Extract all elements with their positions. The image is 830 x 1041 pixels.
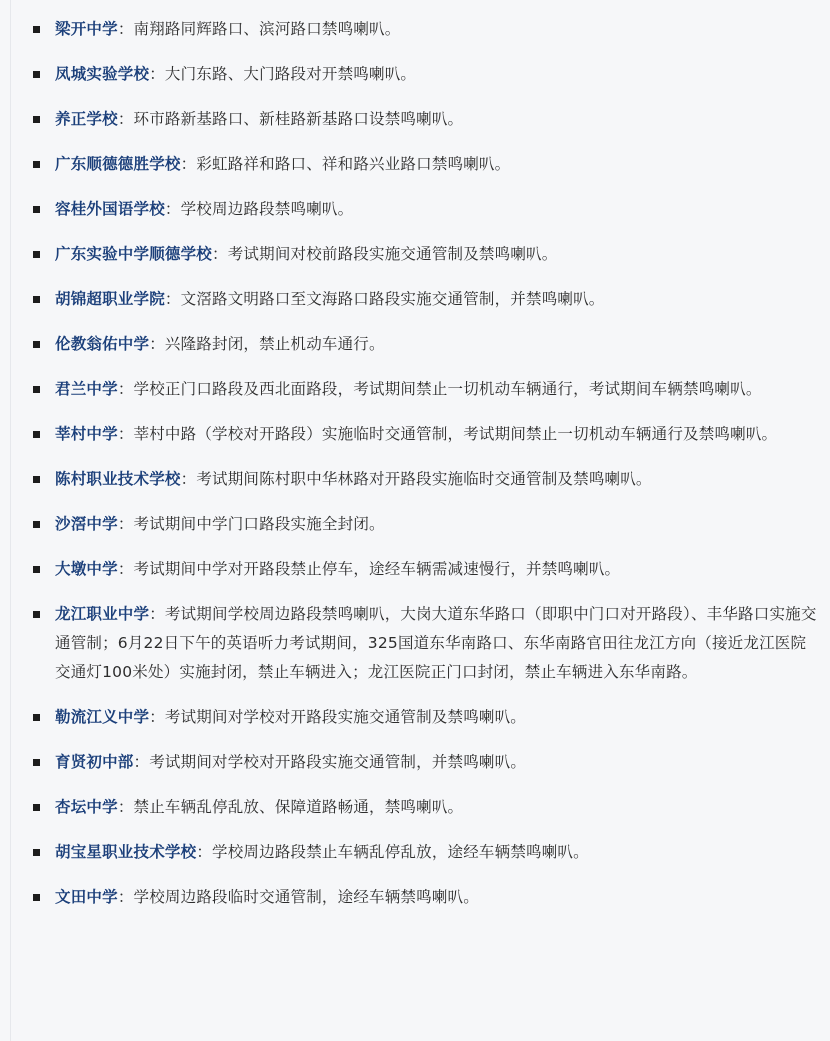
list-item	[22, 600, 820, 687]
traffic-measure-text: 学校周边路段禁鸣喇叭。	[180, 200, 354, 218]
list-item	[22, 60, 820, 89]
school-traffic-list	[22, 15, 820, 912]
school-name: 龙江职业中学	[55, 605, 150, 623]
list-item	[22, 375, 820, 404]
traffic-measure-text: 考试期间中学门口路段实施全封闭。	[133, 515, 385, 533]
separator: ：	[149, 65, 165, 83]
separator: ：	[196, 843, 213, 861]
school-name: 容桂外国语学校	[55, 200, 165, 218]
bullet-square-icon	[33, 849, 40, 856]
bullet-square-icon	[33, 116, 40, 123]
traffic-measure-text: 莘村中路（学校对开路段）实施临时交通管制，考试期间禁止一切机动车辆通行及禁鸣喇叭。	[133, 425, 778, 443]
school-name: 广东顺德德胜学校	[55, 155, 181, 173]
list-item	[22, 703, 820, 732]
list-item	[22, 465, 820, 494]
bullet-square-icon	[33, 386, 40, 393]
traffic-measure-text: 南翔路同辉路口、滨河路口禁鸣喇叭。	[133, 20, 401, 38]
school-name: 沙滘中学	[55, 515, 118, 533]
list-item	[22, 420, 820, 449]
bullet-square-icon	[33, 206, 40, 213]
bullet-square-icon	[33, 759, 40, 766]
bullet-square-icon	[33, 521, 40, 528]
list-item	[22, 150, 820, 179]
traffic-measure-text: 文滘路文明路口至文海路口路段实施交通管制，并禁鸣喇叭。	[180, 290, 605, 308]
school-name: 勒流江义中学	[55, 708, 150, 726]
bullet-square-icon	[33, 611, 40, 618]
list-item	[22, 748, 820, 777]
school-name: 养正学校	[55, 110, 118, 128]
traffic-measure-text: 考试期间中学对开路段禁止停车，途经车辆需减速慢行，并禁鸣喇叭。	[133, 560, 621, 578]
bullet-square-icon	[33, 251, 40, 258]
list-item	[22, 15, 820, 44]
bullet-square-icon	[33, 431, 40, 438]
school-name: 凤城实验学校	[55, 65, 150, 83]
separator: ：	[164, 200, 181, 218]
school-name: 胡宝星职业技术学校	[55, 843, 197, 861]
separator: ：	[117, 798, 134, 816]
list-item	[22, 510, 820, 539]
bullet-square-icon	[33, 714, 40, 721]
separator: ：	[149, 335, 165, 353]
traffic-measure-text: 学校周边路段禁止车辆乱停乱放，途经车辆禁鸣喇叭。	[212, 843, 589, 861]
school-name: 广东实验中学顺德学校	[55, 245, 213, 263]
traffic-measure-text: 考试期间对学校对开路段实施交通管制，并禁鸣喇叭。	[149, 753, 527, 771]
bullet-square-icon	[33, 26, 40, 33]
school-name: 莘村中学	[55, 425, 118, 443]
bullet-square-icon	[33, 804, 40, 811]
list-item	[22, 105, 820, 134]
school-name: 梁开中学	[55, 20, 118, 38]
bullet-square-icon	[33, 161, 40, 168]
school-name: 杏坛中学	[55, 798, 118, 816]
list-item	[22, 240, 820, 269]
separator: ：	[133, 753, 150, 771]
list-item	[22, 793, 820, 822]
school-name: 育贤初中部	[55, 753, 134, 771]
separator: ：	[212, 245, 228, 263]
bullet-square-icon	[33, 894, 40, 901]
separator: ：	[149, 708, 165, 726]
list-item	[22, 195, 820, 224]
traffic-measure-text: 彩虹路祥和路口、祥和路兴业路口禁鸣喇叭。	[196, 155, 511, 173]
separator: ：	[117, 110, 134, 128]
separator: ：	[149, 605, 165, 623]
bullet-square-icon	[33, 71, 40, 78]
separator: ：	[164, 290, 181, 308]
separator: ：	[117, 515, 134, 533]
traffic-measure-text: 大门东路、大门路段对开禁鸣喇叭。	[164, 65, 417, 83]
traffic-measure-text: 学校正门口路段及西北面路段，考试期间禁止一切机动车辆通行，考试期间车辆禁鸣喇叭。	[133, 380, 762, 398]
school-name: 陈村职业技术学校	[55, 470, 181, 488]
school-name: 胡锦超职业学院	[55, 290, 165, 308]
list-item	[22, 838, 820, 867]
traffic-measure-text: 兴隆路封闭，禁止机动车通行。	[164, 335, 385, 353]
bullet-square-icon	[33, 341, 40, 348]
bullet-square-icon	[33, 566, 40, 573]
separator: ：	[180, 470, 197, 488]
separator: ：	[117, 425, 134, 443]
list-item	[22, 330, 820, 359]
traffic-measure-text: 考试期间陈村职中华林路对开路段实施临时交通管制及禁鸣喇叭。	[196, 470, 652, 488]
bullet-square-icon	[33, 476, 40, 483]
traffic-measure-text: 学校周边路段临时交通管制，途经车辆禁鸣喇叭。	[133, 888, 479, 906]
separator: ：	[117, 888, 134, 906]
traffic-measure-text: 考试期间对学校对开路段实施交通管制及禁鸣喇叭。	[164, 708, 527, 726]
separator: ：	[117, 560, 134, 578]
separator: ：	[180, 155, 197, 173]
list-item	[22, 883, 820, 912]
traffic-measure-text: 禁止车辆乱停乱放、保障道路畅通，禁鸣喇叭。	[133, 798, 464, 816]
school-name: 君兰中学	[55, 380, 118, 398]
separator: ：	[117, 380, 134, 398]
school-name: 文田中学	[55, 888, 118, 906]
traffic-measure-text: 考试期间学校周边路段禁鸣喇叭，大岗大道东华路口（即职中门口对开路段）、丰华路口实施交通管制；6月22日下午的英语听力考试期间，325国道东华南路口、东华南路官田往龙江方向（接近龙江医院交通灯100米处）实施封闭，禁止车辆进入；龙江医院正门口封闭，禁止车辆进入东华南路。	[55, 605, 817, 681]
list-item	[22, 555, 820, 584]
school-name: 大墩中学	[55, 560, 118, 578]
bullet-square-icon	[33, 296, 40, 303]
traffic-measure-text: 考试期间对校前路段实施交通管制及禁鸣喇叭。	[227, 245, 558, 263]
school-name: 伦教翁佑中学	[55, 335, 150, 353]
traffic-measure-text: 环市路新基路口、新桂路新基路口设禁鸣喇叭。	[133, 110, 464, 128]
list-item	[22, 285, 820, 314]
separator: ：	[117, 20, 134, 38]
